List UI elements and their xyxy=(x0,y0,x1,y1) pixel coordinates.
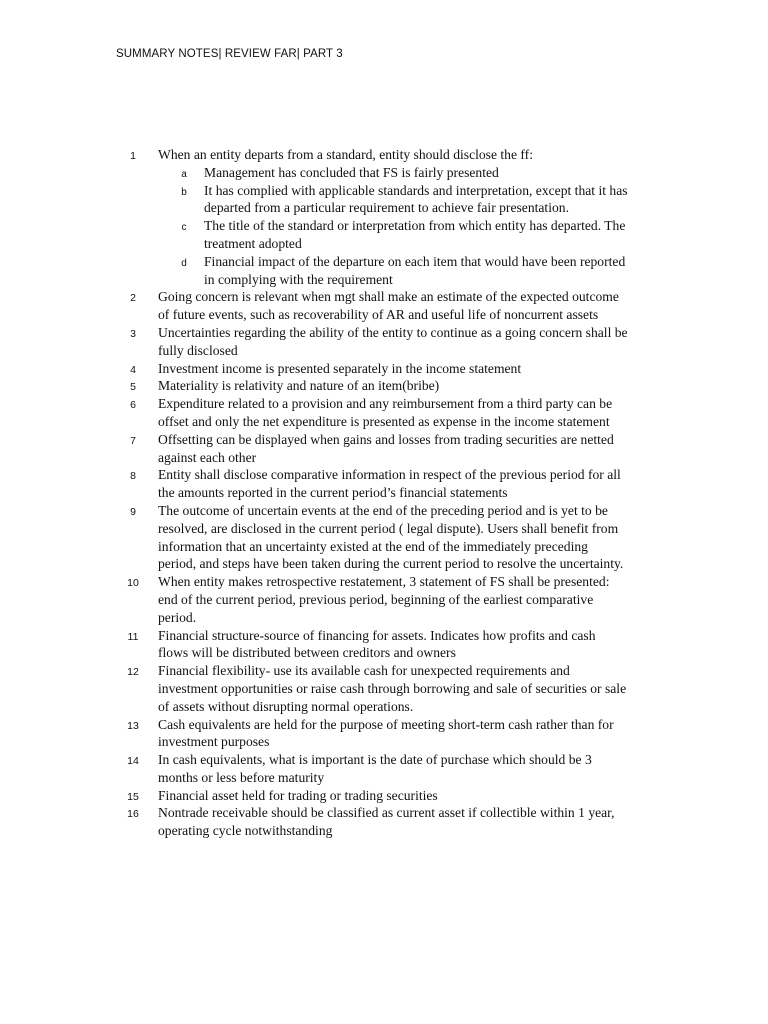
item-number: 8 xyxy=(130,470,136,483)
item-text: When an entity departs from a standard, entity should disclose the ff: xyxy=(158,147,533,162)
list-item xyxy=(0,502,768,573)
item-text: Going concern is relevant when mgt shall make an estimate of the expected outcome of future events, such as recoverability of AR and useful life of noncurrent assets xyxy=(158,289,619,323)
item-number: 7 xyxy=(130,434,136,447)
notes-list xyxy=(0,146,768,840)
sub-list-item xyxy=(0,253,768,289)
item-number: 12 xyxy=(127,666,139,679)
item-number: 11 xyxy=(127,630,139,643)
item-number: 1 xyxy=(130,150,136,162)
sub-item-label: d xyxy=(181,257,187,269)
item-text: In cash equivalents, what is important is the date of purchase which should be 3 months or less before maturity xyxy=(158,752,592,785)
item-text: Nontrade receivable should be classified as current asset if collectible within 1 year, operating cycle notwithstanding xyxy=(158,805,615,839)
sub-item-text: Financial impact of the departure on each item that would have been reported in complying with the requirement xyxy=(204,253,626,287)
list-item xyxy=(0,627,768,663)
item-text: Financial flexibility- use its available cash for unexpected requirements and investment opportunities or raise cash through borrowing and sale of securities or sale of assets without disrupting normal operations. xyxy=(158,663,627,714)
list-item xyxy=(0,804,768,840)
item-number: 15 xyxy=(127,790,139,803)
list-item xyxy=(0,573,768,626)
item-number: 5 xyxy=(130,381,136,394)
list-item xyxy=(0,324,768,360)
item-number: 2 xyxy=(130,292,136,305)
sub-item-label: c xyxy=(181,222,187,234)
item-text: Entity shall disclose comparative information in respect of the previous period for all the amounts reported in the current period’s financial statements xyxy=(158,467,621,501)
item-text: The outcome of uncertain events at the end of the preceding period and is yet to be resolved, are disclosed in the current period ( legal dispute). Users shall benefit from information that an uncertainty existed at the end of the immediately preceding period, and steps have been taken during the current period to resolve the uncertainty. xyxy=(158,502,624,572)
sub-item-text: The title of the standard or interpretation from which entity has departed. The treatment adopted xyxy=(204,218,626,251)
item-number: 4 xyxy=(130,363,136,376)
sub-list-item xyxy=(0,164,768,182)
item-text: Offsetting can be displayed when gains and losses from trading securities are netted against each other xyxy=(158,431,614,465)
list-item xyxy=(0,787,768,805)
item-text: Cash equivalents are held for the purpose of meeting short-term cash rather than for investment purposes xyxy=(158,716,614,750)
list-item xyxy=(0,431,768,467)
item-number: 14 xyxy=(127,755,139,768)
list-item xyxy=(0,466,768,502)
sub-item-label: a xyxy=(181,168,187,180)
item-number: 13 xyxy=(127,719,139,732)
sub-item-label: b xyxy=(181,186,187,198)
item-number: 16 xyxy=(127,808,139,821)
item-text: Financial structure-source of financing for assets. Indicates how profits and cash flows will be distributed between creditors and owners xyxy=(158,627,596,661)
list-item xyxy=(0,662,768,715)
list-item xyxy=(0,146,768,164)
item-text: Materiality is relativity and nature of an item(bribe) xyxy=(158,378,440,394)
list-item xyxy=(0,395,768,431)
item-text: Investment income is presented separately in the income statement xyxy=(158,360,522,376)
sub-list-item xyxy=(0,182,768,218)
page-header: SUMMARY NOTES| REVIEW FAR| PART 3 xyxy=(116,48,343,60)
list-item xyxy=(0,377,768,395)
list-item xyxy=(0,288,768,324)
sub-list-item xyxy=(0,217,768,253)
item-text: When entity makes retrospective restatement, 3 statement of FS shall be presented: end of the current period, previous period, beginning of the earliest comparative period. xyxy=(158,574,610,625)
list-item xyxy=(0,360,768,378)
item-text: Financial asset held for trading or trading securities xyxy=(158,787,438,803)
item-text: Uncertainties regarding the ability of the entity to continue as a going concern shall be fully disclosed xyxy=(158,324,628,358)
list-item xyxy=(0,751,768,787)
list-item xyxy=(0,716,768,752)
sub-item-text: It has complied with applicable standards and interpretation, except that it has departed from a particular requirement to achieve fair presentation. xyxy=(204,182,628,216)
item-number: 9 xyxy=(130,505,136,518)
item-text: Expenditure related to a provision and any reimbursement from a third party can be offset and only the net expenditure is presented as expense in the income statement xyxy=(158,396,613,429)
sub-item-text: Management has concluded that FS is fairly presented xyxy=(204,164,499,180)
item-number: 3 xyxy=(130,327,136,340)
item-number: 6 xyxy=(130,399,136,412)
item-number: 10 xyxy=(127,577,139,590)
